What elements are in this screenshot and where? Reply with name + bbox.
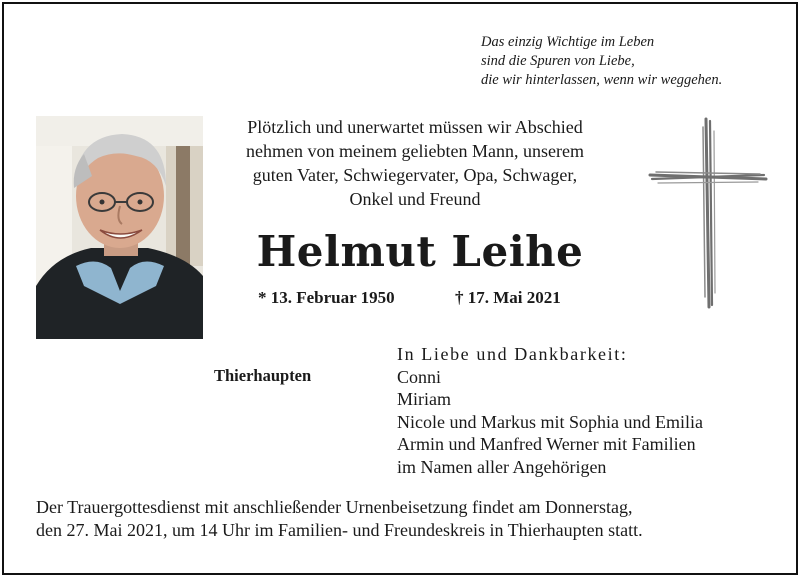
intro-line: Onkel und Freund (349, 189, 481, 209)
motto-quote (481, 33, 722, 90)
service-announcement (36, 496, 766, 542)
cross-icon (648, 117, 768, 309)
birth-date: * 13. Februar 1950 (258, 288, 395, 307)
mourner-entry: im Namen aller Angehörigen (397, 456, 607, 477)
motto-line: sind die Spuren von Liebe, (481, 53, 635, 69)
portrait-photo (36, 116, 203, 339)
service-line: Der Trauergottesdienst mit anschließender Urnenbeisetzung findet am Donnerstag, (36, 497, 633, 517)
death-date: † 17. Mai 2021 (455, 288, 561, 307)
mourner-entry: Armin und Manfred Werner mit Familien (397, 434, 696, 454)
motto-line: Das einzig Wichtige im Leben (481, 34, 655, 50)
mourners-heading: In Liebe und Dankbarkeit: (397, 344, 628, 364)
mourner-entry: Nicole und Markus mit Sophia und Emilia (397, 411, 703, 432)
place-name: Thierhaupten (214, 366, 312, 385)
deceased-name: Helmut Leihe (256, 227, 584, 276)
mourners-list (397, 343, 703, 478)
intro-line: Plötzlich und unerwartet müssen wir Abschied (247, 117, 583, 137)
intro-line: guten Vater, Schwiegervater, Opa, Schwager, (252, 165, 578, 185)
portrait-illustration (36, 116, 203, 339)
motto-line: die wir hinterlassen, wenn wir weggehen. (481, 72, 723, 88)
intro-text (200, 115, 630, 211)
intro-line: nehmen von meinem geliebten Mann, unserem (246, 141, 584, 161)
service-line: den 27. Mai 2021, um 14 Uhr im Familien- und Freundeskreis in Thierhaupten statt. (36, 520, 643, 540)
mourner-entry: Miriam (397, 389, 451, 409)
mourner-entry: Conni (397, 366, 442, 387)
